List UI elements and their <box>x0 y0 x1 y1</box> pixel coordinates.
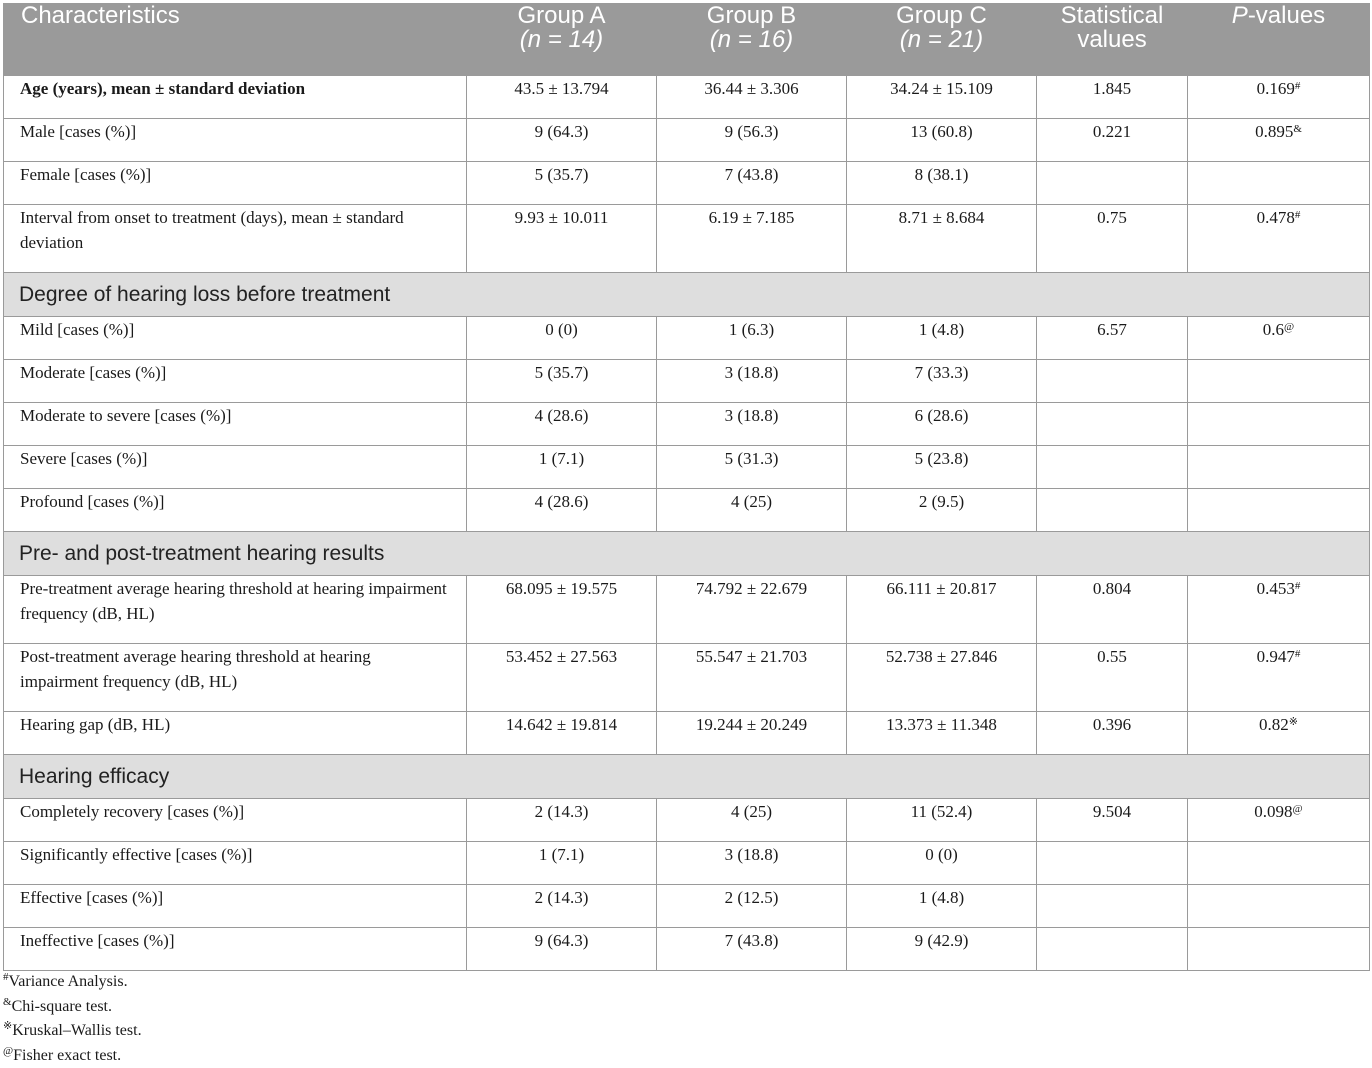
group-b-value: 4 (25) <box>657 799 847 842</box>
statistical-value: 0.221 <box>1037 119 1188 162</box>
footnotes <box>3 970 142 1068</box>
group-c-value: 11 (52.4) <box>847 799 1037 842</box>
row-label: Severe [cases (%)] <box>4 446 467 489</box>
group-c-value: 66.111 ± 20.817 <box>847 576 1037 644</box>
row-label: Mild [cases (%)] <box>4 317 467 360</box>
group-c-value: 13.373 ± 11.348 <box>847 712 1037 755</box>
header-group-a: Group A (n = 14) <box>467 4 657 76</box>
group-c-value: 1 (4.8) <box>847 885 1037 928</box>
statistical-value: 0.75 <box>1037 205 1188 273</box>
group-b-value: 55.547 ± 21.703 <box>657 644 847 712</box>
p-value-cell <box>1188 712 1370 755</box>
p-value: 0.947 <box>1257 647 1295 666</box>
group-b-value: 3 (18.8) <box>657 360 847 403</box>
table-row <box>4 360 1370 403</box>
row-label: Female [cases (%)] <box>4 162 467 205</box>
table-row <box>4 317 1370 360</box>
statistical-value <box>1037 489 1188 532</box>
group-c-value: 8 (38.1) <box>847 162 1037 205</box>
group-c-value: 9 (42.9) <box>847 928 1037 971</box>
p-value-cell <box>1188 576 1370 644</box>
group-b-value: 7 (43.8) <box>657 928 847 971</box>
row-label: Moderate to severe [cases (%)] <box>4 403 467 446</box>
header-group-b: Group B (n = 16) <box>657 4 847 76</box>
footnote-mark: @ <box>1293 803 1303 815</box>
group-a-value: 68.095 ± 19.575 <box>467 576 657 644</box>
footnote-text: Variance Analysis. <box>9 973 128 990</box>
statistical-value <box>1037 885 1188 928</box>
footnote <box>3 1044 142 1068</box>
header-characteristics: Characteristics <box>4 4 467 76</box>
p-value: 0.82 <box>1259 715 1289 734</box>
row-label: Effective [cases (%)] <box>4 885 467 928</box>
footnote-mark: @ <box>1284 321 1294 333</box>
group-a-value: 5 (35.7) <box>467 360 657 403</box>
p-value-cell <box>1188 205 1370 273</box>
p-value-cell <box>1188 76 1370 119</box>
row-label: Interval from onset to treatment (days), mean ± standard deviation <box>4 205 467 273</box>
footnote-text: Fisher exact test. <box>13 1047 121 1064</box>
footnote <box>3 970 142 995</box>
group-b-value: 6.19 ± 7.185 <box>657 205 847 273</box>
group-b-value: 5 (31.3) <box>657 446 847 489</box>
statistical-value <box>1037 360 1188 403</box>
table-header-row <box>4 4 1370 76</box>
p-value-cell <box>1188 446 1370 489</box>
statistical-value <box>1037 928 1188 971</box>
p-value-cell <box>1188 317 1370 360</box>
footnote-mark: @ <box>3 1045 13 1057</box>
group-c-value: 52.738 ± 27.846 <box>847 644 1037 712</box>
group-b-value: 19.244 ± 20.249 <box>657 712 847 755</box>
row-label: Pre-treatment average hearing threshold at hearing impairment frequency (dB, HL) <box>4 576 467 644</box>
statistical-value <box>1037 162 1188 205</box>
group-b-value: 36.44 ± 3.306 <box>657 76 847 119</box>
p-value: 0.478 <box>1257 208 1295 227</box>
group-a-value: 14.642 ± 19.814 <box>467 712 657 755</box>
row-label: Completely recovery [cases (%)] <box>4 799 467 842</box>
row-label: Hearing gap (dB, HL) <box>4 712 467 755</box>
group-b-value: 2 (12.5) <box>657 885 847 928</box>
header-statistical-values: Statistical values <box>1037 4 1188 76</box>
group-b-value: 4 (25) <box>657 489 847 532</box>
group-c-value: 13 (60.8) <box>847 119 1037 162</box>
p-value: 0.169 <box>1257 79 1295 98</box>
group-a-value: 0 (0) <box>467 317 657 360</box>
table-row <box>4 119 1370 162</box>
group-a-value: 5 (35.7) <box>467 162 657 205</box>
footnote <box>3 1019 142 1044</box>
group-c-value: 34.24 ± 15.109 <box>847 76 1037 119</box>
group-c-value: 0 (0) <box>847 842 1037 885</box>
footnote <box>3 995 142 1020</box>
group-a-value: 1 (7.1) <box>467 842 657 885</box>
row-label: Significantly effective [cases (%)] <box>4 842 467 885</box>
table-row <box>4 489 1370 532</box>
group-b-value: 74.792 ± 22.679 <box>657 576 847 644</box>
section-title: Hearing efficacy <box>4 755 1370 799</box>
group-a-value: 9.93 ± 10.011 <box>467 205 657 273</box>
group-c-value: 8.71 ± 8.684 <box>847 205 1037 273</box>
statistical-value <box>1037 403 1188 446</box>
footnote-mark: # <box>1295 209 1301 221</box>
footnote-mark: # <box>1295 580 1301 592</box>
statistical-value: 9.504 <box>1037 799 1188 842</box>
statistical-value: 0.55 <box>1037 644 1188 712</box>
table-row <box>4 644 1370 712</box>
footnote-mark: ※ <box>3 1020 12 1032</box>
section-title: Pre- and post-treatment hearing results <box>4 532 1370 576</box>
footnote-mark: & <box>3 996 12 1008</box>
group-a-value: 2 (14.3) <box>467 799 657 842</box>
group-a-value: 9 (64.3) <box>467 119 657 162</box>
p-value-cell <box>1188 360 1370 403</box>
table-row <box>4 446 1370 489</box>
group-b-value: 3 (18.8) <box>657 403 847 446</box>
row-label: Moderate [cases (%)] <box>4 360 467 403</box>
group-b-value: 3 (18.8) <box>657 842 847 885</box>
section-row <box>4 273 1370 317</box>
table-row <box>4 403 1370 446</box>
table-row <box>4 76 1370 119</box>
p-value-cell <box>1188 119 1370 162</box>
group-a-value: 4 (28.6) <box>467 403 657 446</box>
group-b-value: 1 (6.3) <box>657 317 847 360</box>
footnote-mark: # <box>1295 80 1301 92</box>
footnote-mark: ※ <box>1289 716 1298 728</box>
statistical-value <box>1037 842 1188 885</box>
p-value: 0.895 <box>1255 122 1293 141</box>
row-label: Profound [cases (%)] <box>4 489 467 532</box>
statistical-value: 0.396 <box>1037 712 1188 755</box>
table-row <box>4 205 1370 273</box>
p-value-cell <box>1188 842 1370 885</box>
group-a-value: 53.452 ± 27.563 <box>467 644 657 712</box>
table-row <box>4 576 1370 644</box>
group-c-value: 1 (4.8) <box>847 317 1037 360</box>
group-c-value: 6 (28.6) <box>847 403 1037 446</box>
p-value: 0.098 <box>1254 802 1292 821</box>
p-value-cell <box>1188 403 1370 446</box>
footnote-text: Kruskal–Wallis test. <box>12 1022 141 1039</box>
table-row <box>4 885 1370 928</box>
group-a-value: 9 (64.3) <box>467 928 657 971</box>
table-row <box>4 842 1370 885</box>
section-row <box>4 532 1370 576</box>
section-title: Degree of hearing loss before treatment <box>4 273 1370 317</box>
row-label: Post-treatment average hearing threshold at hearing impairment frequency (dB, HL) <box>4 644 467 712</box>
p-value-cell <box>1188 885 1370 928</box>
footnote-text: Chi-square test. <box>12 998 112 1015</box>
statistical-value <box>1037 446 1188 489</box>
group-b-value: 9 (56.3) <box>657 119 847 162</box>
header-group-c: Group C (n = 21) <box>847 4 1037 76</box>
group-b-value: 7 (43.8) <box>657 162 847 205</box>
group-a-value: 43.5 ± 13.794 <box>467 76 657 119</box>
table-row <box>4 928 1370 971</box>
row-label: Male [cases (%)] <box>4 119 467 162</box>
group-c-value: 7 (33.3) <box>847 360 1037 403</box>
characteristics-table <box>3 3 1370 971</box>
table-row <box>4 712 1370 755</box>
p-value-cell <box>1188 644 1370 712</box>
p-value: 0.453 <box>1257 579 1295 598</box>
statistical-value: 0.804 <box>1037 576 1188 644</box>
table-row <box>4 799 1370 842</box>
footnote-mark: & <box>1293 123 1302 135</box>
p-value: 0.6 <box>1263 320 1284 339</box>
group-c-value: 5 (23.8) <box>847 446 1037 489</box>
header-p-values: P-values <box>1188 4 1370 76</box>
p-value-cell <box>1188 162 1370 205</box>
statistical-value: 1.845 <box>1037 76 1188 119</box>
footnote-mark: # <box>1295 648 1301 660</box>
section-row <box>4 755 1370 799</box>
group-a-value: 1 (7.1) <box>467 446 657 489</box>
table-row <box>4 162 1370 205</box>
row-label: Ineffective [cases (%)] <box>4 928 467 971</box>
group-a-value: 4 (28.6) <box>467 489 657 532</box>
p-value-cell <box>1188 489 1370 532</box>
footnote-mark: # <box>3 971 9 983</box>
statistical-value: 6.57 <box>1037 317 1188 360</box>
p-value-cell <box>1188 928 1370 971</box>
group-c-value: 2 (9.5) <box>847 489 1037 532</box>
p-value-cell <box>1188 799 1370 842</box>
row-label: Age (years), mean ± standard deviation <box>4 76 467 119</box>
group-a-value: 2 (14.3) <box>467 885 657 928</box>
